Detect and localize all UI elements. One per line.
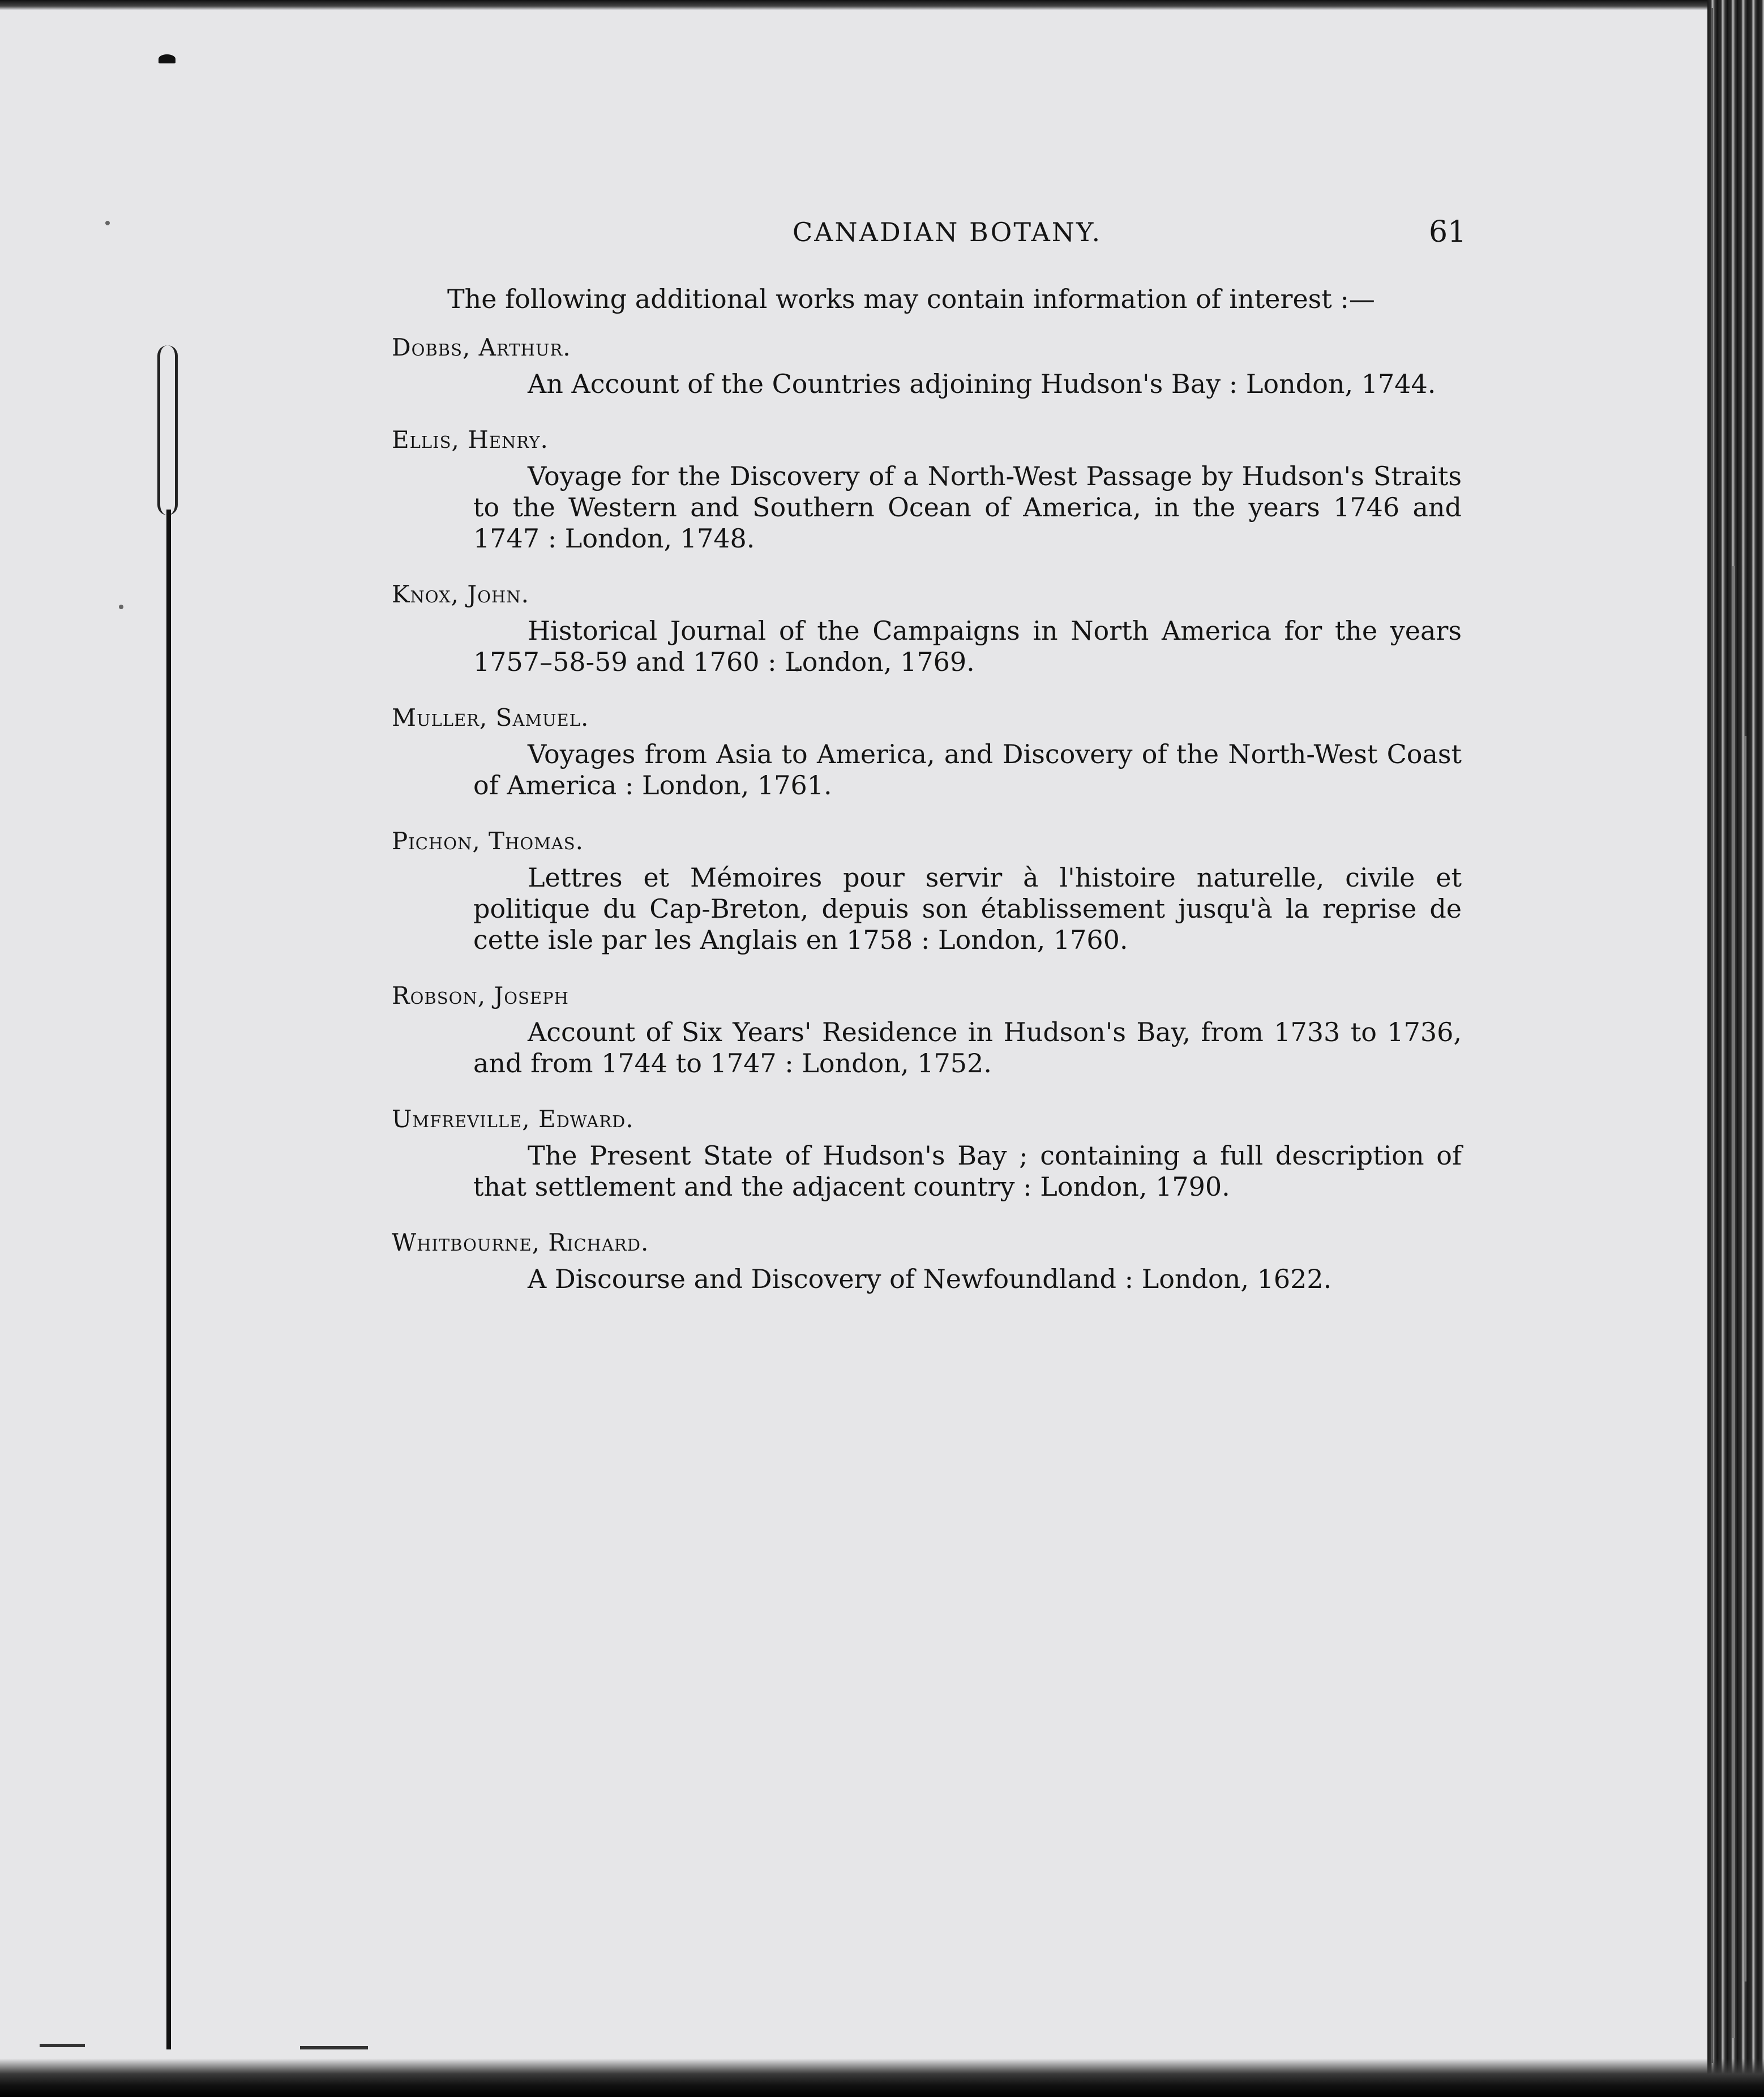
entry-work: Account of Six Years' Residence in Hudson's Bay, from 1733 to 1736, and from 1744 to 1747 : London, 1752.: [473, 1017, 1462, 1079]
entry-work: Voyages from Asia to America, and Discovery of the North-West Coast of America : London, 1761.: [473, 739, 1462, 801]
bibliography-list: [392, 331, 1462, 1319]
spine-stripe: [1744, 736, 1746, 1982]
entry-author: Muller, Samuel.: [392, 704, 589, 731]
entry-work: Lettres et Mémoires pour servir à l'histoire naturelle, civile et politique du Cap-Breton, depuis son établissement jusqu'à la reprise de cette isle par les Anglais en 1758 : London, 1760.: [473, 862, 1462, 955]
scan-speck: [105, 221, 110, 225]
bibliography-entry: [392, 331, 1462, 400]
binding-clip: [157, 345, 178, 515]
entry-work: A Discourse and Discovery of Newfoundland : London, 1622.: [528, 1264, 1332, 1294]
entry-author: Pichon, Thomas.: [392, 827, 584, 855]
bibliography-entry: [392, 825, 1462, 956]
bibliography-entry: [392, 423, 1462, 554]
book-spine-edge: [1707, 0, 1764, 2097]
running-title: CANADIAN BOTANY.: [793, 217, 1102, 247]
page-top-edge: [0, 0, 1764, 10]
scan-speck: [119, 605, 123, 609]
entry-work: Voyage for the Discovery of a North-West Passage by Hudson's Straits to the Western and Southern Ocean of America, in the years 1746 and 1747 : London, 1748.: [473, 461, 1462, 554]
page-number: 61: [1429, 215, 1467, 249]
entry-author: Umfreville, Edward.: [392, 1105, 634, 1133]
spine-stripe: [1732, 566, 1735, 2038]
bibliography-entry: [392, 701, 1462, 801]
binding-rule: [166, 510, 171, 2049]
intro-line: The following additional works may contain information of interest :—: [447, 284, 1375, 314]
page-bottom-edge: [0, 2059, 1764, 2097]
bibliography-entry: [392, 1226, 1462, 1295]
entry-work: Historical Journal of the Campaigns in North America for the years 1757–58-59 and 1760 : London, 1769.: [473, 615, 1462, 677]
bibliography-entry: [392, 1103, 1462, 1202]
entry-work: The Present State of Hudson's Bay ; containing a full description of that settlement and the adjacent country : London, 1790.: [473, 1140, 1462, 1202]
entry-author: Robson, Joseph: [392, 982, 569, 1009]
bibliography-entry: [392, 578, 1462, 678]
page-right-border: [1711, 8, 1713, 2063]
entry-author: Ellis, Henry.: [392, 426, 549, 453]
scan-mark: [159, 54, 175, 63]
entry-author: Dobbs, Arthur.: [392, 333, 571, 361]
entry-author: Whitbourne, Richard.: [392, 1229, 649, 1256]
entry-author: Knox, John.: [392, 580, 529, 608]
scan-dash: [40, 2044, 85, 2047]
scan-dash: [300, 2046, 368, 2049]
bibliography-entry: [392, 979, 1462, 1079]
entry-work: An Account of the Countries adjoining Hudson's Bay : London, 1744.: [528, 369, 1436, 399]
